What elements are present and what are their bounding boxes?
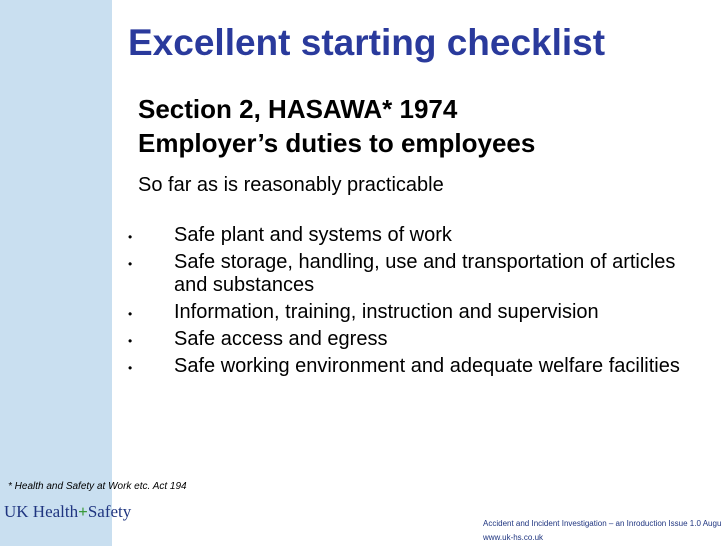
- bullet-icon: •: [128, 257, 133, 271]
- bullet-icon: •: [128, 361, 133, 375]
- duty-text: Safe storage, handling, use and transportation of articles and substances: [174, 251, 676, 296]
- footer-doc-title: Accident and Incident Investigation – an Inroduction Issue 1.0 Augu: [483, 519, 722, 528]
- section-heading-line2: Employer’s duties to employees: [138, 128, 536, 158]
- list-item: [128, 328, 708, 351]
- duty-text: Safe access and egress: [174, 328, 388, 350]
- section-heading: [138, 92, 535, 160]
- duty-text: Safe plant and systems of work: [174, 224, 452, 246]
- logo: [4, 502, 131, 522]
- footer-url[interactable]: www.uk-hs.co.uk: [483, 533, 544, 542]
- list-item: [128, 224, 708, 247]
- duty-text: Information, training, instruction and supervision: [174, 301, 599, 323]
- list-item: [128, 251, 708, 297]
- bullet-icon: •: [128, 334, 133, 348]
- plus-icon: +: [78, 502, 88, 521]
- bullet-icon: •: [128, 230, 133, 244]
- section-heading-line1: Section 2, HASAWA* 1974: [138, 94, 458, 124]
- logo-text-uk-health: UK Health: [4, 502, 79, 521]
- duty-text: Safe working environment and adequate welfare facilities: [174, 355, 680, 377]
- footnote: * Health and Safety at Work etc. Act 194: [8, 481, 187, 492]
- bullet-icon: •: [128, 307, 133, 321]
- slide-title: Excellent starting checklist: [128, 22, 606, 63]
- logo-text-safety: Safety: [87, 502, 132, 521]
- side-bar: [0, 0, 112, 546]
- duties-list: [128, 224, 708, 382]
- list-item: [128, 301, 708, 324]
- subtitle: So far as is reasonably practicable: [138, 174, 444, 196]
- list-item: [128, 355, 708, 378]
